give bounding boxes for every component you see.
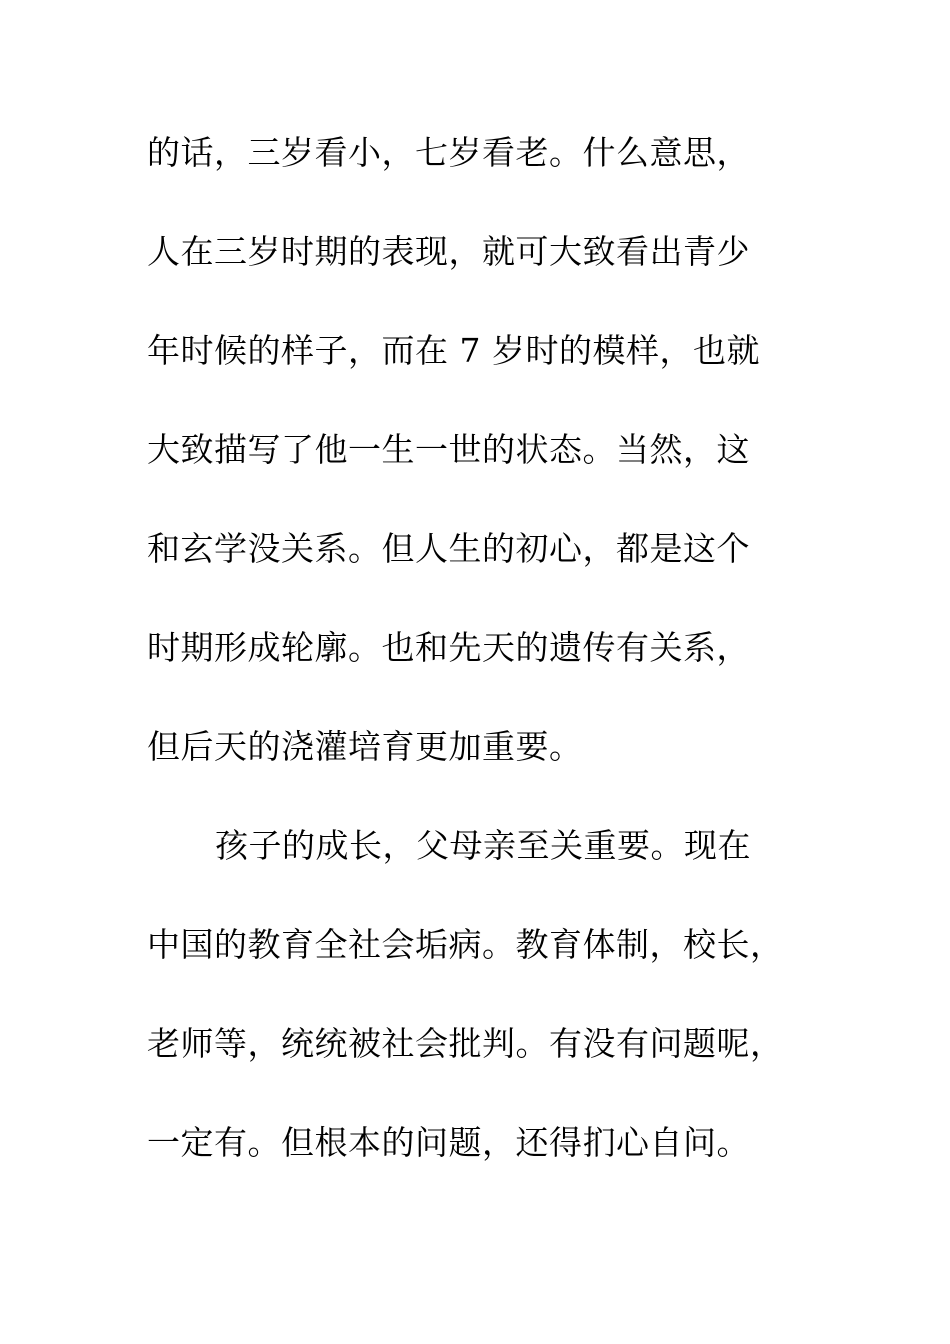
text-line: 和玄学没关系。但人生的初心，都是这个 bbox=[147, 529, 750, 568]
paragraph-1 bbox=[147, 124, 807, 817]
text-line: 大致描写了他一生一世的状态。当然，这 bbox=[147, 430, 750, 469]
text-line: 老师等，统统被社会批判。有没有问题呢， bbox=[147, 1024, 784, 1063]
text-line: 一定有。但根本的问题，还得扪心自问。 bbox=[147, 1123, 750, 1162]
body-text bbox=[147, 124, 807, 1213]
text-line: 中国的教育全社会垢病。教育体制，校长， bbox=[147, 925, 784, 964]
text-line: 但后天的浇灌培育更加重要。 bbox=[147, 727, 583, 766]
text-line: 年时候的样子，而在 7 岁时的模样，也就 bbox=[147, 331, 760, 370]
text-line: 的话，三岁看小，七岁看老。什么意思， bbox=[147, 133, 750, 172]
text-line: 人在三岁时期的表现，就可大致看出青少 bbox=[147, 232, 750, 271]
text-line: 孩子的成长，父母亲至关重要。现在 bbox=[215, 826, 751, 865]
text-line: 时期形成轮廓。也和先天的遗传有关系， bbox=[147, 628, 750, 667]
paragraph-2 bbox=[147, 817, 807, 1213]
